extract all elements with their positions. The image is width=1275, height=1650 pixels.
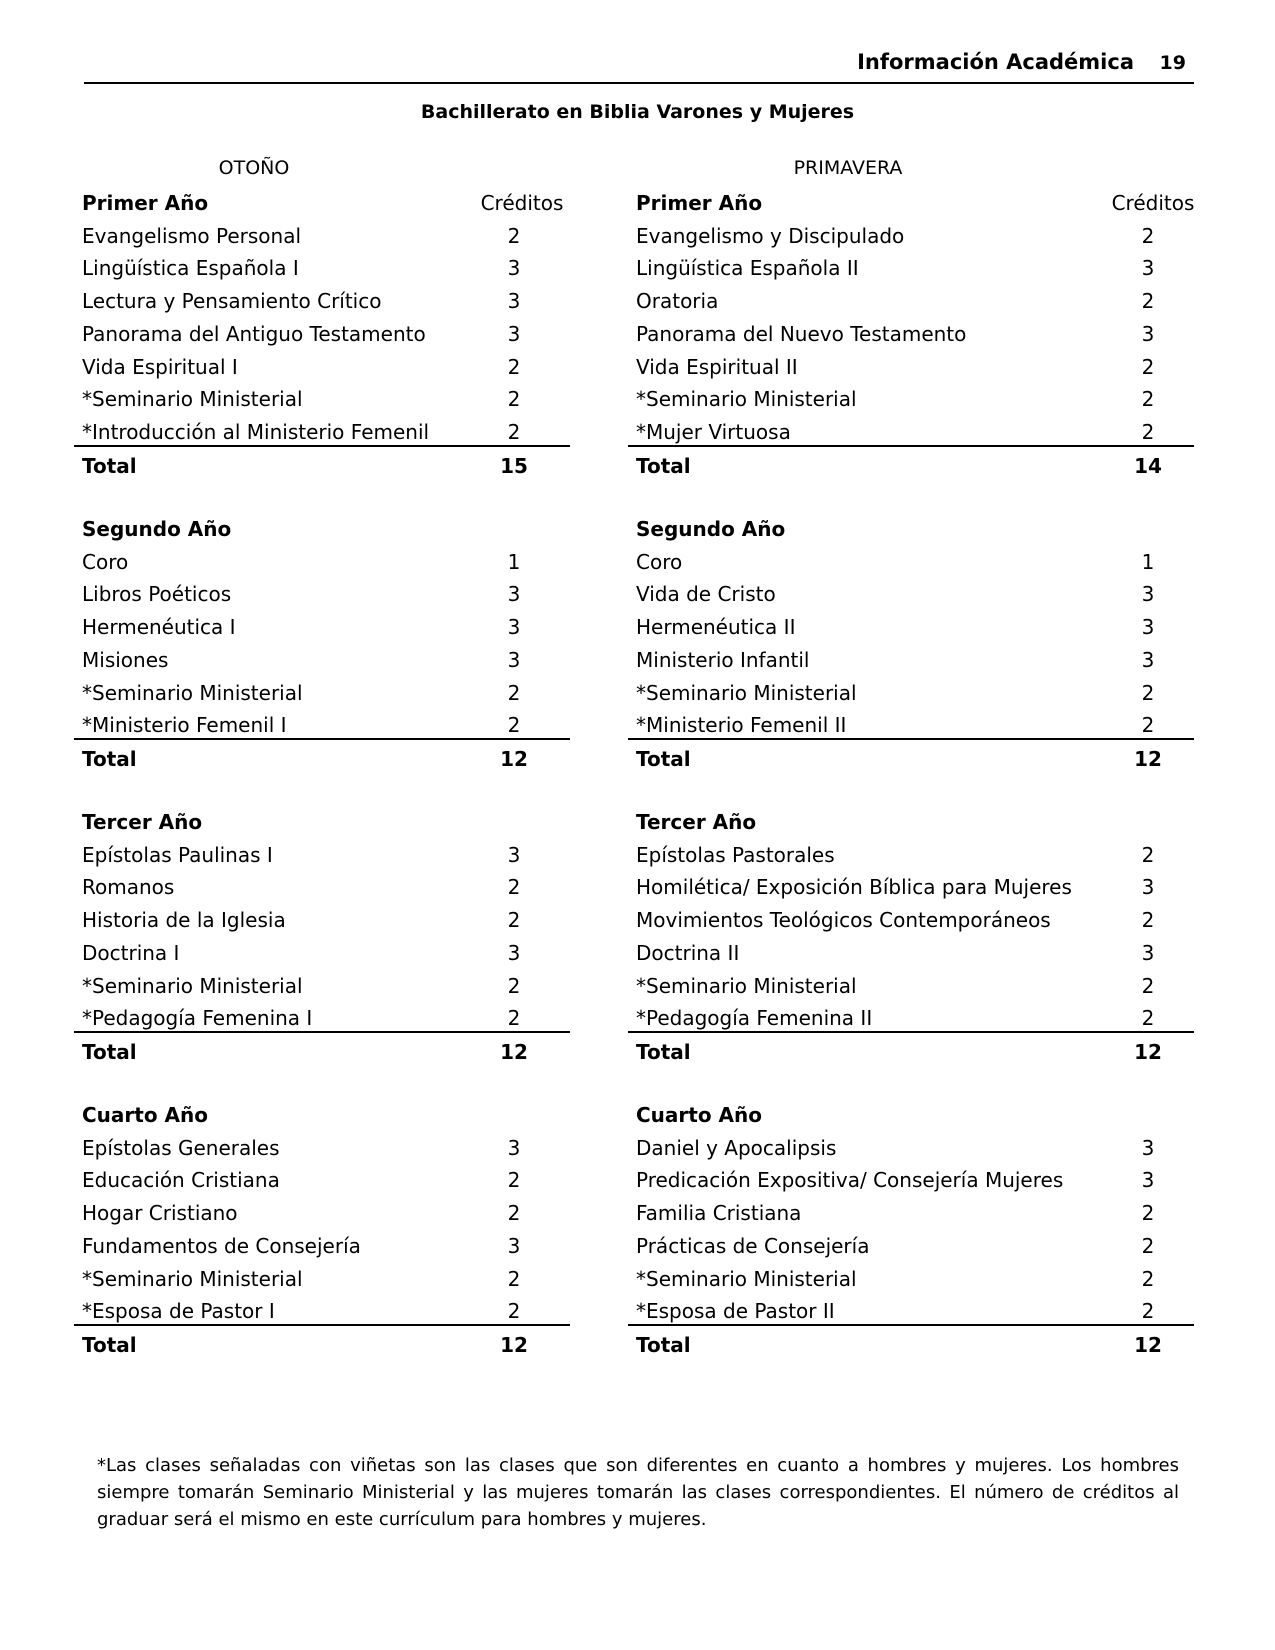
year-label: Tercer Año — [82, 810, 203, 834]
course-row — [74, 903, 570, 937]
course-row — [74, 284, 570, 318]
course-credits: 3 — [507, 256, 521, 281]
course-credits: 3 — [507, 321, 521, 346]
total-row — [628, 1035, 1194, 1069]
total-label: Total — [82, 453, 137, 478]
course-row — [74, 969, 570, 1003]
course-row — [74, 1262, 570, 1296]
course-credits: 2 — [507, 223, 521, 248]
course-name: Movimientos Teológicos Contemporáneos — [636, 908, 1051, 933]
year-heading — [628, 1098, 1194, 1132]
course-credits: 2 — [1141, 419, 1155, 444]
course-credits: 2 — [507, 419, 521, 444]
course-credits: 2 — [507, 387, 521, 412]
course-name: Predicación Expositiva/ Consejería Mujeres — [636, 1168, 1064, 1193]
credits-header: Créditos — [1111, 191, 1195, 215]
course-name: Ministerio Infantil — [636, 647, 810, 672]
total-label: Total — [82, 1039, 137, 1064]
course-row — [628, 903, 1194, 937]
course-credits: 2 — [1141, 1299, 1155, 1324]
course-credits: 3 — [1141, 1135, 1155, 1160]
course-credits: 2 — [507, 354, 521, 379]
course-row — [74, 1294, 570, 1326]
course-name: Doctrina II — [636, 940, 740, 965]
year-label: Tercer Año — [636, 810, 757, 834]
course-name: Hogar Cristiano — [82, 1201, 238, 1226]
course-row — [74, 1196, 570, 1230]
course-row — [74, 545, 570, 579]
course-name: Lingüística Española II — [636, 256, 859, 281]
course-credits: 2 — [1141, 1201, 1155, 1226]
course-name: Coro — [636, 549, 683, 574]
course-name: Vida Espiritual I — [82, 354, 238, 379]
course-name: Lingüística Española I — [82, 256, 299, 281]
course-row — [74, 577, 570, 611]
total-row — [74, 1328, 570, 1362]
course-row — [628, 317, 1194, 351]
course-credits: 3 — [1141, 615, 1155, 640]
term-name: OTOÑO — [218, 157, 290, 179]
course-credits: 3 — [507, 940, 521, 965]
course-credits: 3 — [1141, 647, 1155, 672]
course-name: Epístolas Pastorales — [636, 842, 835, 867]
course-row — [74, 610, 570, 644]
year-label: Cuarto Año — [82, 1103, 208, 1127]
course-credits: 2 — [1141, 223, 1155, 248]
course-credits: 3 — [507, 615, 521, 640]
course-name: Hermenéutica I — [82, 615, 236, 640]
course-name: Panorama del Nuevo Testamento — [636, 321, 967, 346]
footnote: *Las clases señaladas con viñetas son las clases que son diferentes en cuanto a hombres y mujeres. Los hombres siempre tomarán Seminario Ministerial y las mujeres tomarán las clases correspondientes. El número de créditos al graduar será el mismo en este currículum para hombres y mujeres. — [97, 1455, 1179, 1530]
total-credits: 15 — [500, 453, 528, 478]
course-name: Libros Poéticos — [82, 582, 232, 607]
course-name: Prácticas de Consejería — [636, 1233, 870, 1258]
course-row — [74, 1163, 570, 1197]
course-row — [628, 577, 1194, 611]
course-credits: 3 — [507, 289, 521, 314]
course-name: Epístolas Paulinas I — [82, 842, 273, 867]
course-name: Homilética/ Exposición Bíblica para Mujeres — [636, 875, 1072, 900]
course-name: Doctrina I — [82, 940, 180, 965]
total-credits: 14 — [1134, 453, 1162, 478]
year-heading — [74, 1098, 570, 1132]
course-credits: 2 — [1141, 842, 1155, 867]
course-row — [74, 708, 570, 740]
total-row — [628, 1328, 1194, 1362]
course-credits: 2 — [507, 713, 521, 738]
course-credits: 2 — [507, 680, 521, 705]
year-label: Segundo Año — [82, 517, 232, 541]
course-credits: 1 — [507, 549, 521, 574]
course-row — [74, 350, 570, 384]
course-credits: 3 — [507, 647, 521, 672]
course-credits: 2 — [507, 875, 521, 900]
course-row — [74, 676, 570, 710]
course-credits: 2 — [507, 1006, 521, 1031]
course-credits: 2 — [1141, 680, 1155, 705]
course-row — [628, 708, 1194, 740]
course-name: Hermenéutica II — [636, 615, 796, 640]
course-row — [628, 1262, 1194, 1296]
course-row — [628, 1229, 1194, 1263]
course-credits: 2 — [507, 1168, 521, 1193]
course-name: Coro — [82, 549, 129, 574]
course-row — [628, 284, 1194, 318]
total-label: Total — [636, 1332, 691, 1357]
course-credits: 2 — [507, 1299, 521, 1324]
course-credits: 2 — [1141, 908, 1155, 933]
section-title: Información Académica — [857, 50, 1134, 74]
total-row — [628, 449, 1194, 483]
course-name: Vida Espiritual II — [636, 354, 798, 379]
year-label: Cuarto Año — [636, 1103, 762, 1127]
course-row — [74, 1001, 570, 1033]
course-credits: 3 — [507, 1233, 521, 1258]
course-row — [628, 1001, 1194, 1033]
year-heading — [74, 512, 570, 546]
course-name: Historia de la Iglesia — [82, 908, 286, 933]
course-name: *Seminario Ministerial — [636, 973, 857, 998]
course-credits: 2 — [507, 908, 521, 933]
course-credits: 3 — [507, 582, 521, 607]
course-row — [74, 838, 570, 872]
year-heading — [74, 186, 570, 220]
course-credits: 2 — [1141, 354, 1155, 379]
course-row — [74, 643, 570, 677]
course-name: Evangelismo Personal — [82, 223, 302, 248]
course-row — [74, 251, 570, 285]
course-row — [628, 838, 1194, 872]
course-name: *Esposa de Pastor II — [636, 1299, 835, 1324]
course-name: *Seminario Ministerial — [636, 387, 857, 412]
total-row — [74, 449, 570, 483]
course-name: Panorama del Antiguo Testamento — [82, 321, 426, 346]
course-row — [628, 415, 1194, 447]
course-name: *Ministerio Femenil I — [82, 713, 287, 738]
total-row — [628, 742, 1194, 776]
total-label: Total — [82, 1332, 137, 1357]
year-heading — [628, 805, 1194, 839]
total-row — [74, 742, 570, 776]
page-header — [84, 48, 1194, 84]
course-name: *Mujer Virtuosa — [636, 419, 791, 444]
term-name: PRIMAVERA — [793, 157, 903, 179]
course-name: Fundamentos de Consejería — [82, 1233, 361, 1258]
course-credits: 3 — [1141, 256, 1155, 281]
year-heading — [628, 512, 1194, 546]
course-credits: 2 — [1141, 973, 1155, 998]
course-name: Familia Cristiana — [636, 1201, 802, 1226]
course-credits: 3 — [1141, 1168, 1155, 1193]
course-row — [74, 936, 570, 970]
course-name: Oratoria — [636, 289, 719, 314]
course-name: *Introducción al Ministerio Femenil — [82, 419, 430, 444]
total-credits: 12 — [500, 746, 528, 771]
course-row — [628, 1294, 1194, 1326]
course-credits: 2 — [507, 1201, 521, 1226]
course-credits: 2 — [1141, 1233, 1155, 1258]
course-row — [74, 1229, 570, 1263]
year-heading — [74, 805, 570, 839]
year-label: Segundo Año — [636, 517, 786, 541]
total-credits: 12 — [500, 1332, 528, 1357]
course-name: *Ministerio Femenil II — [636, 713, 847, 738]
course-row — [74, 382, 570, 416]
total-label: Total — [636, 1039, 691, 1064]
total-credits: 12 — [1134, 1332, 1162, 1357]
course-credits: 1 — [1141, 549, 1155, 574]
course-row — [628, 969, 1194, 1003]
course-row — [628, 382, 1194, 416]
course-name: Lectura y Pensamiento Crítico — [82, 289, 382, 314]
course-name: *Pedagogía Femenina II — [636, 1006, 873, 1031]
course-credits: 3 — [1141, 321, 1155, 346]
course-row — [74, 415, 570, 447]
course-row — [628, 936, 1194, 970]
course-row — [628, 676, 1194, 710]
total-credits: 12 — [500, 1039, 528, 1064]
course-name: *Pedagogía Femenina I — [82, 1006, 313, 1031]
total-credits: 12 — [1134, 1039, 1162, 1064]
course-credits: 2 — [1141, 1266, 1155, 1291]
course-row — [628, 643, 1194, 677]
page-number: 19 — [1159, 52, 1186, 74]
course-credits: 2 — [507, 973, 521, 998]
year-label: Primer Año — [82, 191, 209, 215]
course-name: Misiones — [82, 647, 169, 672]
course-name: *Seminario Ministerial — [82, 387, 303, 412]
year-label: Primer Año — [636, 191, 763, 215]
course-name: Epístolas Generales — [82, 1135, 280, 1160]
course-name: Daniel y Apocalipsis — [636, 1135, 837, 1160]
course-credits: 3 — [507, 842, 521, 867]
course-row — [628, 1163, 1194, 1197]
year-heading — [628, 186, 1194, 220]
course-row — [74, 870, 570, 904]
course-credits: 3 — [1141, 940, 1155, 965]
course-name: Romanos — [82, 875, 175, 900]
total-label: Total — [82, 746, 137, 771]
document-title: Bachillerato en Biblia Varones y Mujeres — [420, 101, 855, 123]
total-row — [74, 1035, 570, 1069]
course-credits: 2 — [1141, 387, 1155, 412]
credits-header: Créditos — [480, 191, 564, 215]
course-row — [628, 1196, 1194, 1230]
course-name: *Seminario Ministerial — [82, 680, 303, 705]
total-label: Total — [636, 746, 691, 771]
course-name: *Seminario Ministerial — [82, 973, 303, 998]
total-label: Total — [636, 453, 691, 478]
course-row — [628, 610, 1194, 644]
total-credits: 12 — [1134, 746, 1162, 771]
course-row — [628, 219, 1194, 253]
course-row — [628, 1131, 1194, 1165]
course-credits: 3 — [1141, 875, 1155, 900]
course-row — [74, 219, 570, 253]
course-credits: 2 — [1141, 713, 1155, 738]
course-name: *Seminario Ministerial — [636, 1266, 857, 1291]
course-name: *Seminario Ministerial — [82, 1266, 303, 1291]
course-credits: 3 — [507, 1135, 521, 1160]
course-row — [628, 251, 1194, 285]
course-row — [628, 870, 1194, 904]
course-row — [74, 317, 570, 351]
course-name: Vida de Cristo — [636, 582, 776, 607]
course-row — [74, 1131, 570, 1165]
course-name: *Seminario Ministerial — [636, 680, 857, 705]
course-credits: 2 — [1141, 1006, 1155, 1031]
course-row — [628, 545, 1194, 579]
course-name: Evangelismo y Discipulado — [636, 223, 905, 248]
course-credits: 2 — [1141, 289, 1155, 314]
course-name: Educación Cristiana — [82, 1168, 280, 1193]
course-credits: 2 — [507, 1266, 521, 1291]
course-credits: 3 — [1141, 582, 1155, 607]
course-row — [628, 350, 1194, 384]
course-name: *Esposa de Pastor I — [82, 1299, 275, 1324]
